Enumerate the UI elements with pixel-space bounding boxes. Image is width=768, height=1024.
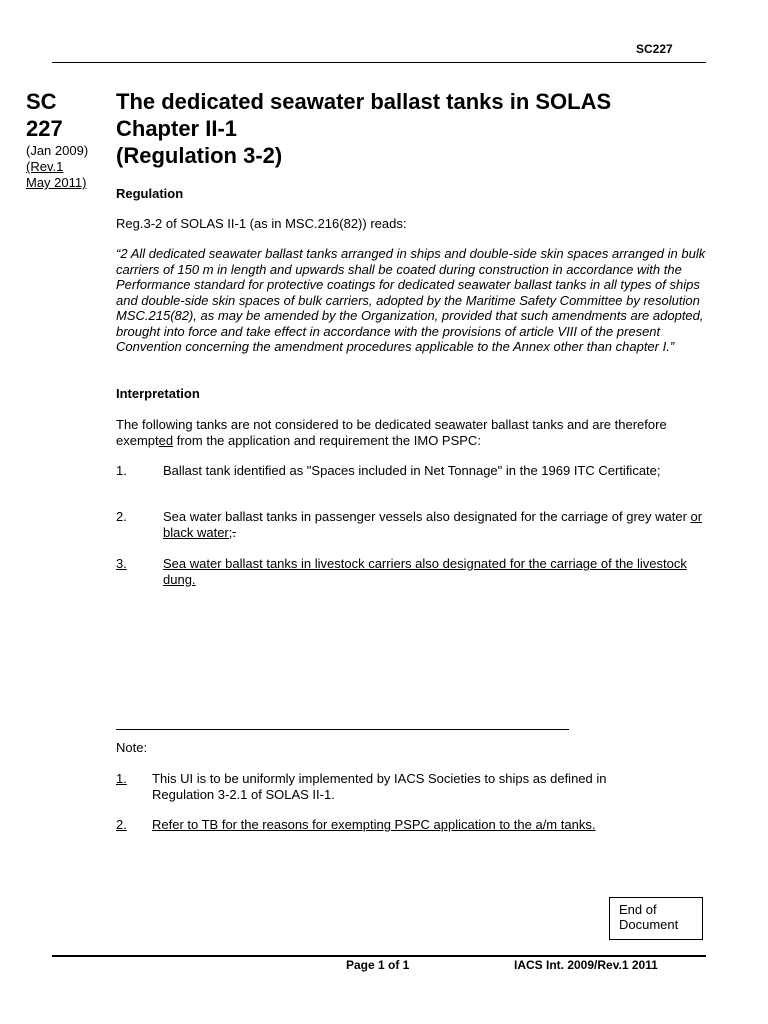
regulation-intro: Reg.3-2 of SOLAS II-1 (as in MSC.216(82)) reads:	[116, 216, 407, 231]
note-label: Note:	[116, 740, 148, 755]
title-line-3: (Regulation 3-2)	[116, 143, 283, 168]
end-box-line-2: Document	[619, 917, 679, 932]
side-reference	[26, 88, 116, 191]
note-item-text: Refer to TB for the reasons for exempting PSPC application to the a/m tanks.	[152, 817, 596, 832]
list-item-number: 1.	[116, 463, 127, 478]
end-of-document-box	[609, 897, 703, 940]
side-sc-label	[26, 88, 116, 142]
note-item-number: 2.	[116, 817, 127, 832]
title-line-1: The dedicated seawater ballast tanks in SOLAS	[116, 89, 612, 114]
list-item-text: Ballast tank identified as "Spaces included in Net Tonnage" in the 1969 ITC Certificate;	[163, 463, 661, 478]
list-item-text-part1: Sea water ballast tanks in passenger vessels also designated for the carriage of grey water	[163, 509, 691, 524]
interpretation-intro-part1: The following tanks are not considered to be dedicated seawater ballast tanks and are therefore exempt	[116, 417, 667, 448]
interpretation-intro-underlined: ed	[158, 432, 174, 448]
list-item-text: Sea water ballast tanks in livestock carriers also designated for the carriage of the livestock dung.	[163, 556, 687, 587]
regulation-quote: “2 All dedicated seawater ballast tanks arranged in ships and double-side skin spaces arranged in bulk carriers of 150 m in length and upwards shall be coated during construction in accordance with the Performance standard for protective coatings for dedicated seawater ballast tanks in all types of ships and double-side skin spaces of bulk carriers, adopted by the Maritime Safety Committee by resolution MSC.215(82), as may be amended by the Organization, provided that such amendments are adopted, brought into force and take effect in accordance with the provisions of article VIII of the present Convention concerning the amendment procedures applicable to the Annex other than chapter I.”	[116, 246, 706, 354]
header-rule	[52, 62, 706, 63]
side-revision-dates	[26, 143, 116, 191]
interpretation-heading: Interpretation	[116, 386, 200, 401]
side-revision-line2: May 2011)	[26, 175, 87, 190]
note-item-text: This UI is to be uniformly implemented by IACS Societies to ships as defined in Regulation 3-2.1 of SOLAS II-1.	[152, 771, 607, 802]
interpretation-intro-part2: from the application and requirement the IMO PSPC:	[173, 432, 481, 448]
regulation-heading: Regulation	[116, 186, 184, 201]
side-original-date: (Jan 2009)	[26, 143, 89, 158]
list-item-number: 3.	[116, 556, 127, 571]
document-title	[116, 88, 716, 169]
header-document-code: SC227	[636, 42, 673, 56]
list-item-number: 2.	[116, 509, 127, 524]
note-separator	[116, 729, 569, 730]
list-item-text-struck: .	[232, 524, 236, 540]
end-box-line-1: End of	[619, 902, 657, 917]
footer-rule	[52, 955, 706, 957]
footer-reference: IACS Int. 2009/Rev.1 2011	[514, 958, 658, 972]
title-line-2: Chapter II-1	[116, 116, 238, 141]
side-revision-line1: (Rev.1	[26, 159, 64, 174]
list-item-text	[163, 509, 703, 540]
note-item-number: 1.	[116, 771, 127, 786]
footer-page-number: Page 1 of 1	[346, 958, 410, 972]
list-item-text-underlined: or black water;	[163, 509, 703, 540]
side-sc-number: 227	[26, 116, 63, 141]
interpretation-intro	[116, 417, 706, 448]
side-sc-prefix: SC	[26, 89, 57, 114]
